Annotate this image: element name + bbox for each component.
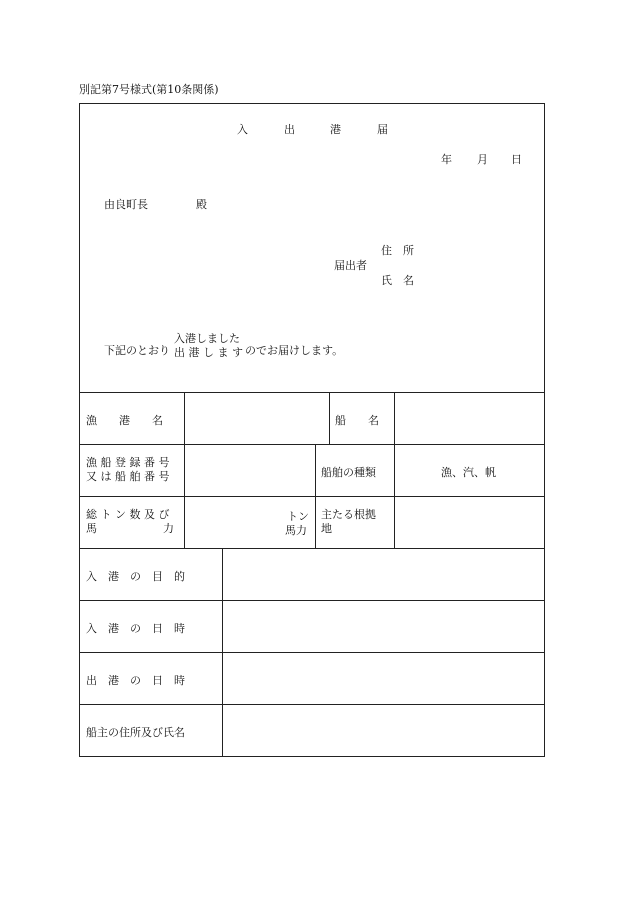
table-rule bbox=[79, 600, 545, 601]
tonnage-label bbox=[86, 508, 174, 536]
title-char-4: 届 bbox=[377, 123, 388, 136]
title-char-2: 出 bbox=[284, 123, 295, 136]
name-label: 氏 名 bbox=[381, 274, 414, 287]
table-rule bbox=[315, 444, 316, 548]
table-rule bbox=[329, 392, 330, 444]
entry-datetime-label: 入 港 の 日 時 bbox=[86, 622, 185, 635]
table-rule bbox=[79, 392, 545, 393]
tonnage-label-line-2: 馬 力 bbox=[86, 522, 174, 535]
address-label: 住 所 bbox=[381, 244, 414, 257]
tonnage-unit: トン bbox=[287, 510, 309, 523]
registration-label bbox=[86, 456, 169, 484]
table-rule bbox=[184, 392, 185, 548]
honorific: 殿 bbox=[196, 198, 207, 211]
ship-name-label: 船 名 bbox=[335, 414, 379, 427]
table-rule bbox=[222, 548, 223, 757]
date-year-label: 年 bbox=[441, 153, 452, 166]
table-rule bbox=[394, 392, 395, 548]
table-rule bbox=[79, 652, 545, 653]
entry-purpose-label: 入 港 の 目 的 bbox=[86, 570, 185, 583]
addressee: 由良町長 bbox=[104, 198, 148, 211]
registration-label-line-1: 漁 船 登 録 番 号 bbox=[86, 456, 170, 469]
statement-option-exit: 出 港 し ま す bbox=[174, 346, 243, 359]
home-base-label-line-2: 地 bbox=[321, 522, 332, 535]
title-char-1: 入 bbox=[237, 123, 248, 136]
applicant-label: 届出者 bbox=[334, 259, 367, 272]
form-caption: 別記第7号様式(第10条関係) bbox=[79, 83, 219, 96]
title-char-3: 港 bbox=[330, 123, 341, 136]
statement-suffix: のでお届けします。 bbox=[245, 344, 344, 357]
fishing-port-label: 漁 港 名 bbox=[86, 414, 163, 427]
form-frame bbox=[79, 103, 545, 757]
ship-type-value: 漁、汽、帆 bbox=[441, 466, 496, 479]
ship-type-label: 船舶の種類 bbox=[321, 466, 376, 479]
exit-datetime-label: 出 港 の 日 時 bbox=[86, 674, 185, 687]
table-rule bbox=[79, 548, 545, 549]
horsepower-unit: 馬力 bbox=[285, 524, 307, 537]
owner-label: 船主の住所及び氏名 bbox=[86, 726, 185, 739]
date-day-label: 日 bbox=[511, 153, 522, 166]
table-rule bbox=[79, 496, 545, 497]
table-rule bbox=[79, 704, 545, 705]
table-rule bbox=[79, 444, 545, 445]
date-month-label: 月 bbox=[477, 153, 488, 166]
statement-prefix: 下記のとおり bbox=[104, 344, 170, 357]
home-base-label-line-1: 主たる根拠 bbox=[321, 508, 376, 521]
tonnage-label-line-1: 総 ト ン 数 及 び bbox=[86, 508, 170, 521]
registration-label-line-2: 又 は 船 舶 番 号 bbox=[86, 470, 170, 483]
statement-option-entry: 入港しました bbox=[174, 332, 240, 345]
home-base-label bbox=[321, 508, 376, 536]
statement-options bbox=[174, 332, 243, 360]
